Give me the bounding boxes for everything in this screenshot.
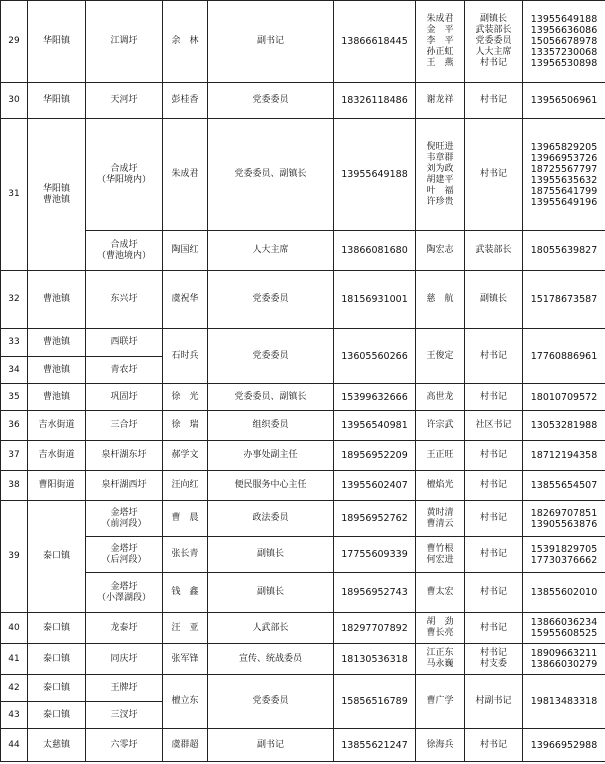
cadre-names-cell: 黄时清 曹清云 xyxy=(416,501,465,537)
town-cell: 泰口镇 xyxy=(28,675,86,702)
row-number: 44 xyxy=(1,729,28,762)
polder-cell: 东兴圩 xyxy=(86,271,163,329)
row-number: 40 xyxy=(1,613,28,644)
table-row xyxy=(1,644,605,675)
cadre-posts-cell: 村书记 xyxy=(465,384,523,411)
row-number: 35 xyxy=(1,384,28,411)
phone-cell: 18956952209 xyxy=(334,441,416,471)
cadre-phones-cell: 13866036234 15955608525 xyxy=(523,613,605,644)
cadre-posts-cell: 村书记 xyxy=(465,501,523,537)
cadre-phones-cell: 18010709572 xyxy=(523,384,605,411)
post-cell: 党委委员 xyxy=(208,329,334,384)
cadre-names-cell: 江正东 马永巍 xyxy=(416,644,465,675)
cadre-names-cell: 许宗武 xyxy=(416,411,465,441)
leader-cell: 张军锋 xyxy=(163,644,208,675)
table-row xyxy=(1,613,605,644)
cadre-names-cell: 朱成君 金 平 李 平 孙正虹 王 燕 xyxy=(416,1,465,83)
cadre-names-cell: 王俊定 xyxy=(416,329,465,384)
post-cell: 副书记 xyxy=(208,1,334,83)
phone-cell: 13956540981 xyxy=(334,411,416,441)
phone-cell: 13955602407 xyxy=(334,471,416,501)
row-number: 41 xyxy=(1,644,28,675)
table-row xyxy=(1,573,605,613)
cadre-names-cell: 曹广学 xyxy=(416,675,465,729)
leader-cell: 余 林 xyxy=(163,1,208,83)
row-number: 34 xyxy=(1,357,28,384)
row-number: 30 xyxy=(1,83,28,119)
post-cell: 副镇长 xyxy=(208,537,334,573)
cadre-names-cell: 陶宏志 xyxy=(416,231,465,271)
row-number: 43 xyxy=(1,702,28,729)
leader-cell: 朱成君 xyxy=(163,119,208,231)
town-cell: 曹阳街道 xyxy=(28,471,86,501)
town-cell: 吉水街道 xyxy=(28,411,86,441)
post-cell: 政法委员 xyxy=(208,501,334,537)
cadre-posts-cell: 副镇长 xyxy=(465,271,523,329)
cadre-names-cell: 檀焰光 xyxy=(416,471,465,501)
cadre-posts-cell: 村书记 村支委 xyxy=(465,644,523,675)
table-row xyxy=(1,329,605,357)
cadre-phones-cell: 17760886961 xyxy=(523,329,605,384)
polder-cell: 天河圩 xyxy=(86,83,163,119)
cadre-phones-cell: 18269707851 13905563876 xyxy=(523,501,605,537)
cadre-posts-cell: 村书记 xyxy=(465,613,523,644)
table-row xyxy=(1,271,605,329)
phone-cell: 18956952762 xyxy=(334,501,416,537)
cadre-posts-cell: 村书记 xyxy=(465,441,523,471)
row-number: 42 xyxy=(1,675,28,702)
cadre-phones-cell: 15178673587 xyxy=(523,271,605,329)
table-row xyxy=(1,729,605,762)
polder-cell: 泉杆湖西圩 xyxy=(86,471,163,501)
row-number: 32 xyxy=(1,271,28,329)
table-row xyxy=(1,675,605,702)
table-row xyxy=(1,471,605,501)
cadre-phones-cell: 15391829705 17730376662 xyxy=(523,537,605,573)
cadre-names-cell: 曹竹根 何宏进 xyxy=(416,537,465,573)
table-row xyxy=(1,119,605,231)
row-number: 38 xyxy=(1,471,28,501)
table-row xyxy=(1,501,605,537)
leader-cell: 虞祝华 xyxy=(163,271,208,329)
cadre-phones-cell: 13965829205 13966953726 18725567797 13955635632 18755641799 13955649196 xyxy=(523,119,605,231)
row-number: 37 xyxy=(1,441,28,471)
post-cell: 副书记 xyxy=(208,729,334,762)
phone-cell: 18156931001 xyxy=(334,271,416,329)
town-cell: 曹池镇 xyxy=(28,329,86,357)
phone-cell: 15399632666 xyxy=(334,384,416,411)
polder-cell: 龙泰圩 xyxy=(86,613,163,644)
town-cell: 泰口镇 xyxy=(28,501,86,613)
cadre-phones-cell: 18712194358 xyxy=(523,441,605,471)
cadre-phones-cell: 13053281988 xyxy=(523,411,605,441)
phone-cell: 15856516789 xyxy=(334,675,416,729)
town-cell: 泰口镇 xyxy=(28,644,86,675)
post-cell: 办事处副主任 xyxy=(208,441,334,471)
cadre-phones-cell: 13855654507 xyxy=(523,471,605,501)
town-cell: 华阳镇 xyxy=(28,1,86,83)
post-cell: 人大主席 xyxy=(208,231,334,271)
polder-cell: 三汊圩 xyxy=(86,702,163,729)
cadre-names-cell: 谢龙祥 xyxy=(416,83,465,119)
cadre-posts-cell: 社区书记 xyxy=(465,411,523,441)
polder-cell: 王牌圩 xyxy=(86,675,163,702)
polder-cell: 六零圩 xyxy=(86,729,163,762)
post-cell: 党委委员、副镇长 xyxy=(208,119,334,231)
town-cell: 曹池镇 xyxy=(28,357,86,384)
phone-cell: 13605560266 xyxy=(334,329,416,384)
town-cell: 曹池镇 xyxy=(28,271,86,329)
phone-cell: 18326118486 xyxy=(334,83,416,119)
polder-cell: 金塔圩 （后河段） xyxy=(86,537,163,573)
polder-cell: 合成圩 （华阳境内） xyxy=(86,119,163,231)
cadre-phones-cell: 18055639827 xyxy=(523,231,605,271)
cadre-names-cell: 曹太宏 xyxy=(416,573,465,613)
cadre-names-cell: 胡 劲 曹长亮 xyxy=(416,613,465,644)
post-cell: 党委委员 xyxy=(208,675,334,729)
cadre-posts-cell: 村书记 xyxy=(465,471,523,501)
phone-cell: 13855621247 xyxy=(334,729,416,762)
polder-cell: 金塔圩 （前河段） xyxy=(86,501,163,537)
phone-cell: 18297707892 xyxy=(334,613,416,644)
leader-cell: 徐 光 xyxy=(163,384,208,411)
row-number: 36 xyxy=(1,411,28,441)
cadre-posts-cell: 武装部长 xyxy=(465,231,523,271)
table-row xyxy=(1,83,605,119)
leader-cell: 彭桂香 xyxy=(163,83,208,119)
polder-cell: 西联圩 xyxy=(86,329,163,357)
town-cell: 吉水街道 xyxy=(28,441,86,471)
leader-cell: 汪 亚 xyxy=(163,613,208,644)
leader-cell: 汪向红 xyxy=(163,471,208,501)
leader-cell: 徐 瑞 xyxy=(163,411,208,441)
post-cell: 宣传、统战委员 xyxy=(208,644,334,675)
post-cell: 副镇长 xyxy=(208,573,334,613)
cadre-posts-cell: 副镇长 武装部长 党委委员 人大主席 村书记 xyxy=(465,1,523,83)
cadre-names-cell: 王正旺 xyxy=(416,441,465,471)
table-row xyxy=(1,1,605,83)
leader-cell: 曹 晨 xyxy=(163,501,208,537)
cadre-names-cell: 慈 航 xyxy=(416,271,465,329)
cadre-posts-cell: 村书记 xyxy=(465,537,523,573)
phone-cell: 13955649188 xyxy=(334,119,416,231)
town-cell: 泰口镇 xyxy=(28,702,86,729)
cadre-names-cell: 倪旺进 韦章群 刘为政 胡建平 叶 福 许珍贵 xyxy=(416,119,465,231)
leader-cell: 石时兵 xyxy=(163,329,208,384)
cadre-phones-cell: 13956506961 xyxy=(523,83,605,119)
polder-cell: 合成圩 （曹池境内） xyxy=(86,231,163,271)
leader-cell: 虞群超 xyxy=(163,729,208,762)
polder-cell: 江调圩 xyxy=(86,1,163,83)
row-number: 31 xyxy=(1,119,28,271)
polder-cell: 同庆圩 xyxy=(86,644,163,675)
leader-cell: 郝学文 xyxy=(163,441,208,471)
leader-cell: 陶国红 xyxy=(163,231,208,271)
phone-cell: 13866618445 xyxy=(334,1,416,83)
phone-cell: 17755609339 xyxy=(334,537,416,573)
cadre-names-cell: 徐海兵 xyxy=(416,729,465,762)
post-cell: 便民服务中心主任 xyxy=(208,471,334,501)
polder-cell: 金塔圩 （小澤湖段） xyxy=(86,573,163,613)
post-cell: 党委委员、副镇长 xyxy=(208,384,334,411)
cadre-posts-cell: 村书记 xyxy=(465,329,523,384)
leader-cell: 钱 鑫 xyxy=(163,573,208,613)
polder-cell: 泉杆湖东圩 xyxy=(86,441,163,471)
town-cell: 曹池镇 xyxy=(28,384,86,411)
town-cell: 华阳镇 xyxy=(28,83,86,119)
cadre-phones-cell: 13855602010 xyxy=(523,573,605,613)
cadre-posts-cell: 村副书记 xyxy=(465,675,523,729)
leader-cell: 檀立东 xyxy=(163,675,208,729)
town-cell: 泰口镇 xyxy=(28,613,86,644)
cadre-phones-cell: 13955649188 13956636086 15056678978 13357230068 13956530898 xyxy=(523,1,605,83)
cadre-phones-cell: 18909663211 13866030279 xyxy=(523,644,605,675)
polder-cell: 巩固圩 xyxy=(86,384,163,411)
table-row xyxy=(1,537,605,573)
row-number: 29 xyxy=(1,1,28,83)
table-row xyxy=(1,384,605,411)
cadre-posts-cell: 村书记 xyxy=(465,729,523,762)
town-cell: 华阳镇 曹池镇 xyxy=(28,119,86,271)
cadre-phones-cell: 19813483318 xyxy=(523,675,605,729)
row-number: 33 xyxy=(1,329,28,357)
polder-cell: 三合圩 xyxy=(86,411,163,441)
table-row xyxy=(1,231,605,271)
cadre-names-cell: 高世龙 xyxy=(416,384,465,411)
phone-cell: 13866081680 xyxy=(334,231,416,271)
cadre-phones-cell: 13966952988 xyxy=(523,729,605,762)
table-row xyxy=(1,441,605,471)
cadre-posts-cell: 村书记 xyxy=(465,573,523,613)
cadre-posts-cell: 村书记 xyxy=(465,119,523,231)
row-number: 39 xyxy=(1,501,28,613)
post-cell: 组织委员 xyxy=(208,411,334,441)
phone-cell: 18956952743 xyxy=(334,573,416,613)
post-cell: 党委委员 xyxy=(208,271,334,329)
post-cell: 人武部长 xyxy=(208,613,334,644)
town-cell: 太慈镇 xyxy=(28,729,86,762)
leader-cell: 张长青 xyxy=(163,537,208,573)
post-cell: 党委委员 xyxy=(208,83,334,119)
polder-cell: 青农圩 xyxy=(86,357,163,384)
cadre-posts-cell: 村书记 xyxy=(465,83,523,119)
table-row xyxy=(1,411,605,441)
phone-cell: 18130536318 xyxy=(334,644,416,675)
